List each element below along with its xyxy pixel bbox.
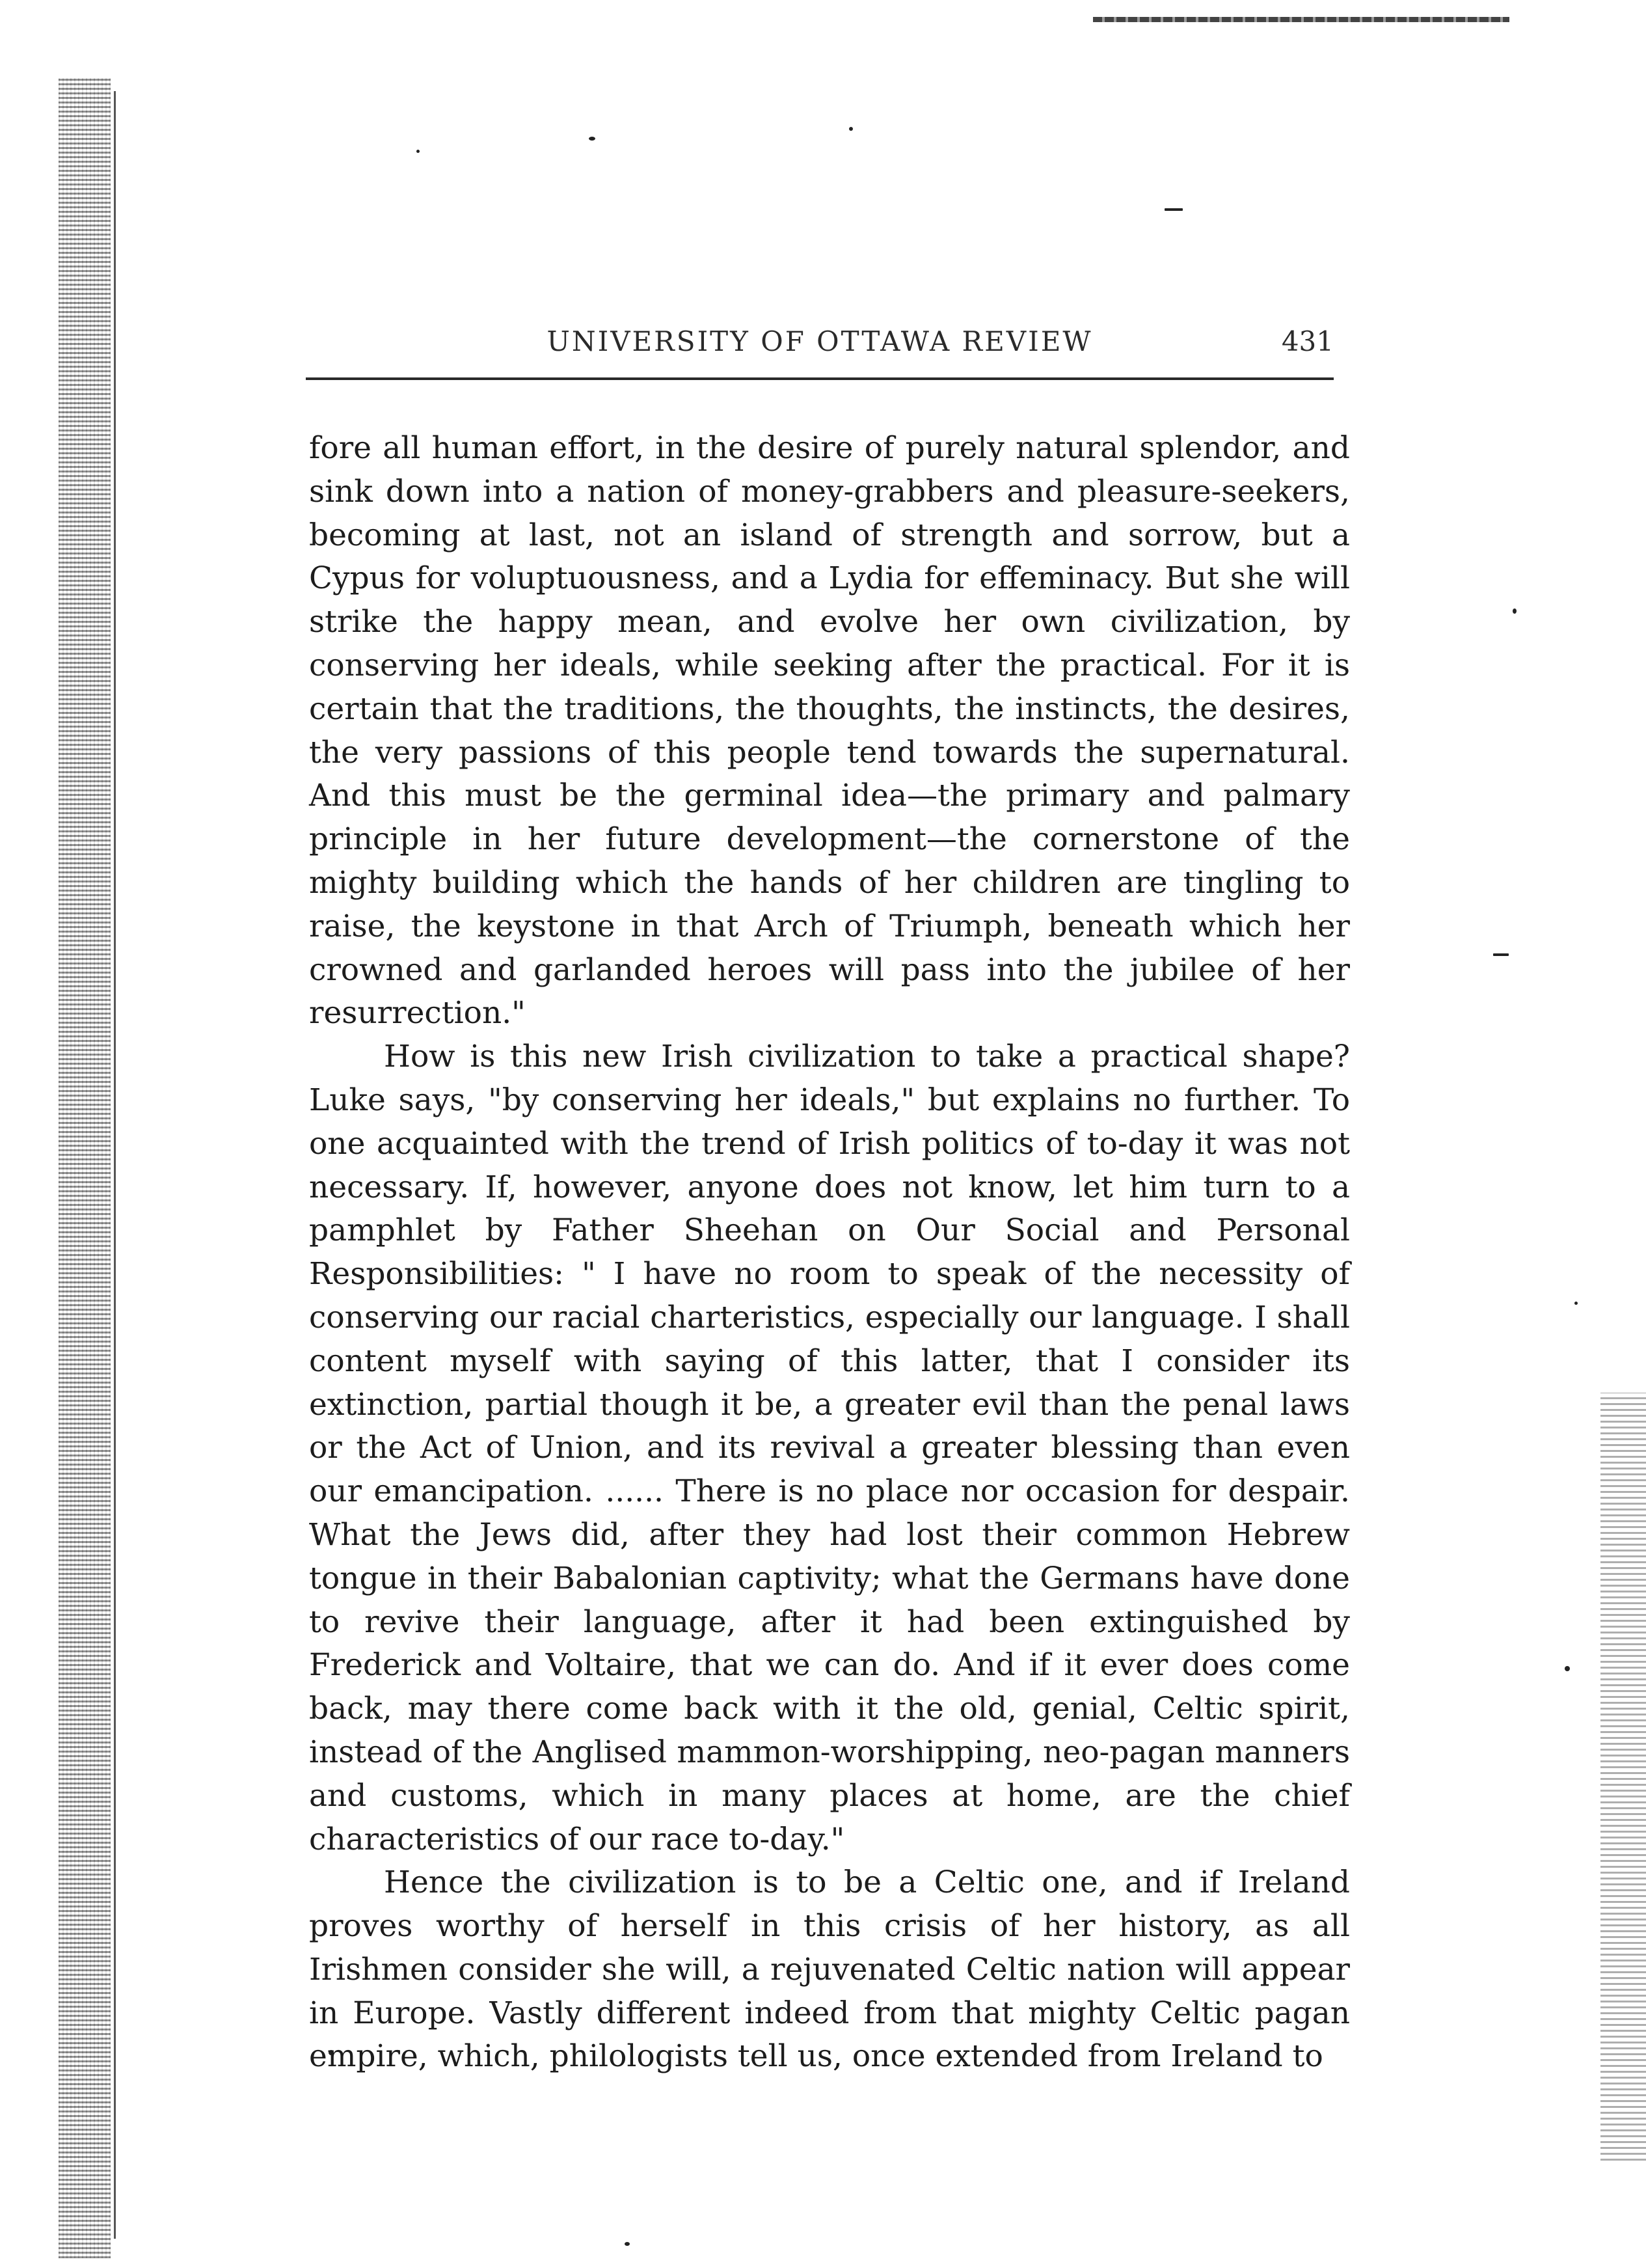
running-header — [306, 325, 1334, 364]
scan-speck — [1165, 208, 1183, 211]
scan-speck — [1493, 953, 1509, 956]
running-title: UNIVERSITY OF OTTAWA REVIEW — [546, 325, 1093, 357]
paragraph: fore all human effort, in the desire of purely natural splendor, and sink down into a nation of money-grabbers and pleasure-seekers, becoming at last, not an island of strength and sorrow, but a Cypus for voluptuousness, and a Lydia for effeminacy. But she will strike the happy mean, and evolve her own civilization, by conserving her ideals, while seeking after the practical. For it is certain that the traditions, the thoughts, the instincts, the desires, the very passions of this people tend towards the supernatural. And this must be the germinal idea—the primary and palmary principle in her future development—the cornerstone of the mighty building which the hands of her children are tingling to raise, the keystone in that Arch of Triumph, beneath which her crowned and garlanded heroes will pass into the jubilee of her resurrection." — [309, 430, 1350, 1032]
scan-speck — [1513, 608, 1517, 614]
binding-shadow-line — [114, 91, 116, 2239]
header-rule — [306, 377, 1334, 380]
scan-speck — [1574, 1302, 1578, 1305]
scan-artifact-rule — [1093, 17, 1509, 22]
scan-speck — [589, 137, 595, 141]
paragraph: How is this new Irish civilization to take a practical shape? Luke says, "by conserving her ideals," but explains no further. To one acquainted with the trend of Irish politics of to-day it was not necessary. If, however, anyone does not know, let him turn to a pamphlet by Father Sheehan on Our Social and Personal Responsibilities: " I have no room to speak of the necessity of conserving our racial charteristics, especially our language. I shall content myself with saying of this latter, that I consider its extinction, partial though it be, a greater evil than the penal laws or the Act of Union, and its revival a greater blessing than even our emancipation. ...... There is no place nor occasion for despair. What the Jews did, after they had lost their common Hebrew tongue in their Babalonian captivity; what the Germans have done to revive their language, after it had been extinguished by Frederick and Voltaire, that we can do. And if it ever does come back, may there come back with it the old, genial, Celtic spirit, instead of the Anglised mammon-worshipping, neo-pagan manners and customs, which in many places at home, are the chief characteristics of our race to-day." — [309, 1039, 1350, 1857]
page-number: 431 — [1281, 325, 1334, 357]
book-binding-edge — [59, 78, 111, 2258]
scan-speck — [625, 2242, 630, 2246]
scan-speck — [416, 150, 420, 153]
body-text — [309, 427, 1350, 2079]
adjacent-page-edge — [1600, 1393, 1646, 2161]
scan-speck — [849, 127, 853, 131]
paragraph: Hence the civilization is to be a Celtic one, and if Ireland proves worthy of herself in this crisis of her history, as all Irishmen consider she will, a rejuvenated Celtic nation will appear in Europe. Vastly different indeed from that mighty Celtic pagan empire, which, philologists tell us, once extended from Ireland to — [309, 1865, 1350, 2075]
scan-speck — [1565, 1666, 1570, 1671]
